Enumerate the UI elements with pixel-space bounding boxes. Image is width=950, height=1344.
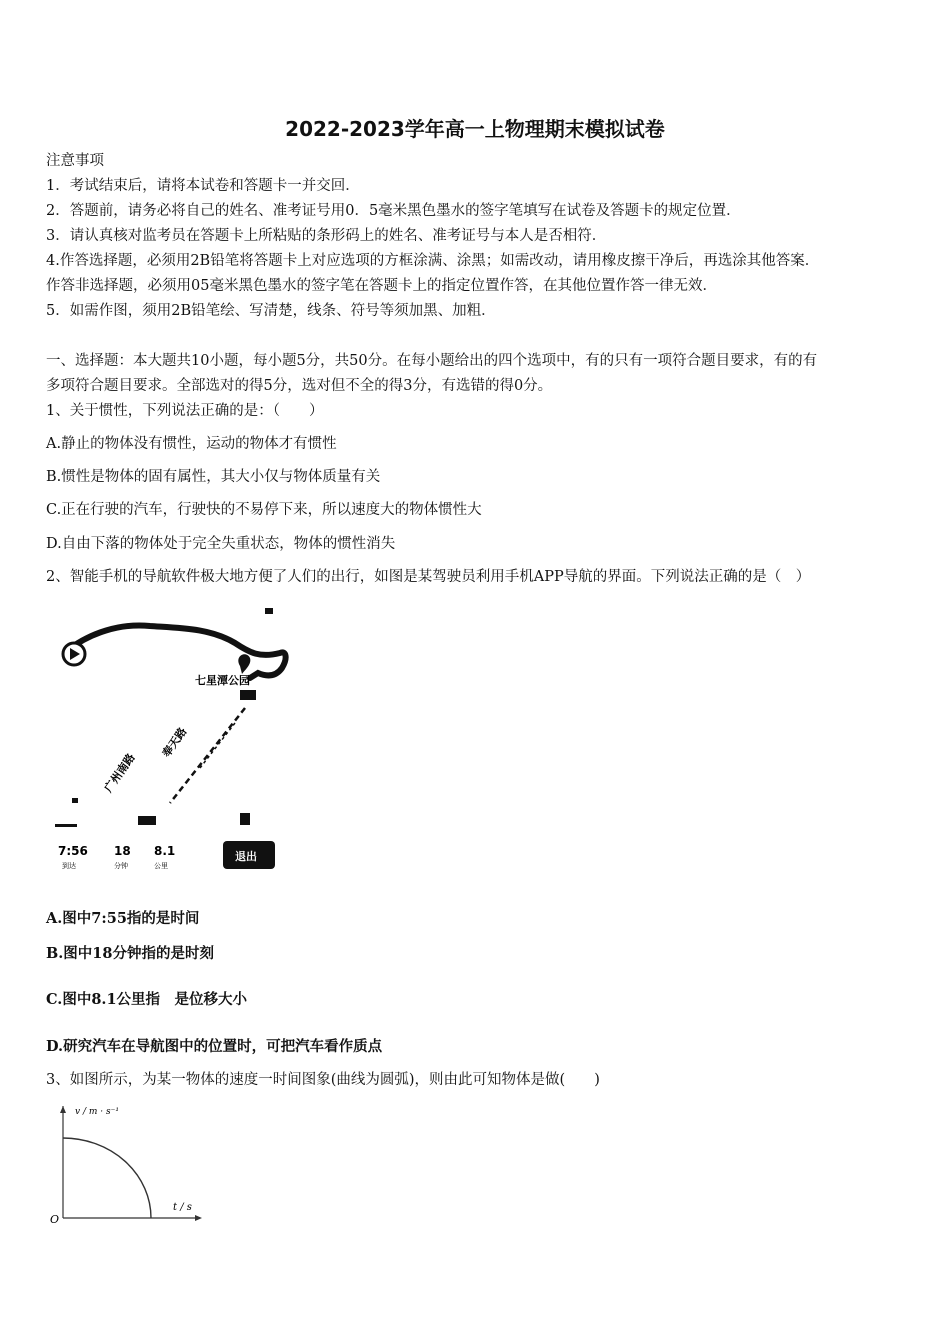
question-3-stem: 3、如图所示，为某一物体的速度一时间图象(曲线为圆弧)，则由此可知物体是做( ): [46, 1072, 600, 1088]
route-line: [68, 625, 286, 678]
notice-heading: 注意事项: [46, 153, 104, 169]
notice-item: 5．如需作图，须用2B铅笔绘、写清楚，线条、符号等须加黑、加粗．: [46, 303, 496, 319]
origin-label: O: [50, 1213, 60, 1226]
map-marker: [240, 690, 256, 700]
q1-option-a: A.静止的物体没有惯性，运动的物体才有惯性: [46, 436, 337, 452]
destination-pin-icon: [238, 654, 250, 674]
road-dashed-line: [170, 708, 245, 803]
map-speck: [72, 798, 78, 803]
exit-button-label: 退出: [235, 850, 257, 863]
notice-item: 3．请认真核对监考员在答题卡上所粘贴的条形码上的姓名、准考证号与本人是否相符．: [46, 228, 607, 244]
q2-option-d: D.研究汽车在导航图中的位置时，可把汽车看作质点: [46, 1038, 383, 1055]
section-instructions: 多项符合题目要求。全部选对的得5分，选对但不全的得3分，有选错的得0分。: [46, 378, 553, 394]
map-speck: [265, 608, 273, 614]
arrival-time-unit: 到达: [62, 862, 76, 870]
place-label: 七星潭公园: [195, 674, 250, 687]
distance-value: 8.1: [154, 844, 176, 858]
minutes-value: 18: [114, 844, 131, 858]
q1-option-d: D.自由下落的物体处于完全失重状态，物体的惯性消失: [46, 536, 396, 552]
question-1-stem: 1、关于惯性，下列说法正确的是：（ ）: [46, 403, 324, 419]
road-label: 奉天路: [159, 725, 190, 760]
road-minor-line: [200, 723, 235, 768]
map-speck: [55, 824, 77, 827]
section-instructions: 一、选择题：本大题共10小题，每小题5分，共50分。在每小题给出的四个选项中，有的只有一项符合题目要求，有的有: [46, 353, 818, 369]
road-label: 广州南路: [101, 751, 138, 795]
q2-option-c: C.图中8.1公里指 是位移大小: [46, 991, 248, 1008]
y-axis-arrow: [60, 1106, 66, 1113]
distance-unit: 公里: [154, 862, 168, 870]
minutes-unit: 分钟: [114, 862, 128, 870]
velocity-time-graph: [40, 1098, 220, 1228]
velocity-arc: [63, 1138, 151, 1218]
notice-item: 作答非选择题，必须用05毫米黑色墨水的签字笔在答题卡上的指定位置作答，在其他位置作答一律无效．: [46, 278, 717, 294]
q2-option-b: B.图中18分钟指的是时刻: [46, 945, 214, 962]
question-2-stem: 2、智能手机的导航软件极大地方便了人们的出行，如图是某驾驶员利用手机APP导航的界面。下列说法正确的是（ ）: [46, 569, 811, 585]
x-axis-label: t / s: [173, 1202, 192, 1213]
notice-item: 1．考试结束后，请将本试卷和答题卡一并交回．: [46, 178, 360, 194]
q1-option-b: B.惯性是物体的固有属性，其大小仅与物体质量有关: [46, 469, 381, 485]
page-title: 2022-2023学年高一上物理期末模拟试卷: [285, 117, 665, 141]
map-speck: [240, 813, 250, 825]
notice-item: 2．答题前，请务必将自己的姓名、准考证号用0．5毫米黑色墨水的签字笔填写在试卷及答题卡的规定位置．: [46, 203, 741, 219]
q2-option-a: A.图中7:55指的是时间: [46, 910, 200, 927]
q1-option-c: C.正在行驶的汽车，行驶快的不易停下来，所以速度大的物体惯性大: [46, 502, 482, 518]
x-axis-arrow: [195, 1215, 202, 1221]
map-speck: [138, 816, 156, 825]
y-axis-label: v / m · s⁻¹: [75, 1107, 119, 1117]
notice-item: 4.作答选择题，必须用2B铅笔将答题卡上对应选项的方框涂满、涂黑；如需改动，请用橡皮擦干净后，再选涂其他答案．: [46, 253, 820, 269]
arrival-time-value: 7:56: [58, 844, 88, 858]
navigation-map-figure: [50, 598, 290, 878]
